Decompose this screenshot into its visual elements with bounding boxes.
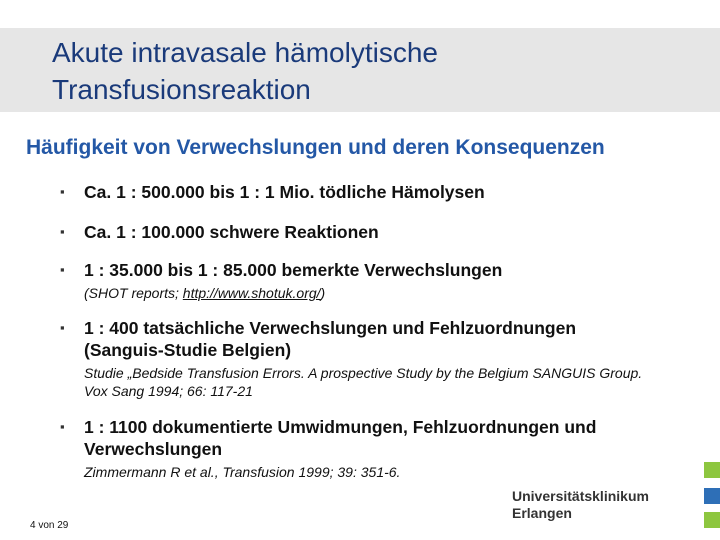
bullet-marker-icon: ▪: [60, 224, 65, 239]
bullet-text: 1 : 1100 dokumentierte Umwidmungen, Fehlzuordnungen und Verwechslungen: [84, 417, 597, 459]
bullet-text: Ca. 1 : 500.000 bis 1 : 1 Mio. tödliche Hämolysen: [84, 182, 485, 202]
logo-square-blue: [704, 488, 720, 504]
citation: Zimmermann R et al., Transfusion 1999; 39: 351-6.: [84, 464, 401, 480]
shot-reports-link[interactable]: http://www.shotuk.org/: [182, 285, 321, 301]
title-line-1: Akute intravasale hämolytische: [52, 37, 438, 68]
bullet-marker-icon: ▪: [60, 320, 65, 335]
university-logo-text: [512, 488, 649, 522]
logo-square-green: [704, 512, 720, 528]
page-number: 4 von 29: [30, 520, 69, 531]
bullet-marker-icon: ▪: [60, 262, 65, 277]
slide-subtitle: Häufigkeit von Verwechslungen und deren Konsequenzen: [26, 136, 605, 159]
citation-suffix: ): [320, 285, 326, 301]
bullet-text: 1 : 35.000 bis 1 : 85.000 bemerkte Verwechslungen: [84, 260, 503, 280]
title-line-2: Transfusionsreaktion: [52, 74, 311, 105]
bullet-marker-icon: ▪: [60, 419, 65, 434]
bullet-text: 1 : 400 tatsächliche Verwechslungen und Fehlzuordnungen (Sanguis-Studie Belgien): [84, 318, 577, 360]
citation-prefix: (SHOT reports;: [84, 285, 183, 301]
bullet-item-1: [60, 181, 485, 203]
citation: Studie „Bedside Transfusion Errors. A prospective Study by the Belgium SANGUIS Group. Vox Sang 1994; 66: 117-21: [84, 365, 643, 399]
slide-title: [52, 34, 438, 108]
citation: [84, 284, 502, 302]
logo-square-green: [704, 462, 720, 478]
logo-line-1: Universitätsklinikum: [512, 488, 649, 504]
bullet-item-4: [60, 317, 660, 400]
bullet-marker-icon: ▪: [60, 184, 65, 199]
bullet-item-3: [60, 259, 502, 302]
bullet-item-2: [60, 221, 379, 243]
logo-line-2: Erlangen: [512, 505, 572, 521]
bullet-item-5: [60, 416, 660, 481]
bullet-text: Ca. 1 : 100.000 schwere Reaktionen: [84, 222, 379, 242]
